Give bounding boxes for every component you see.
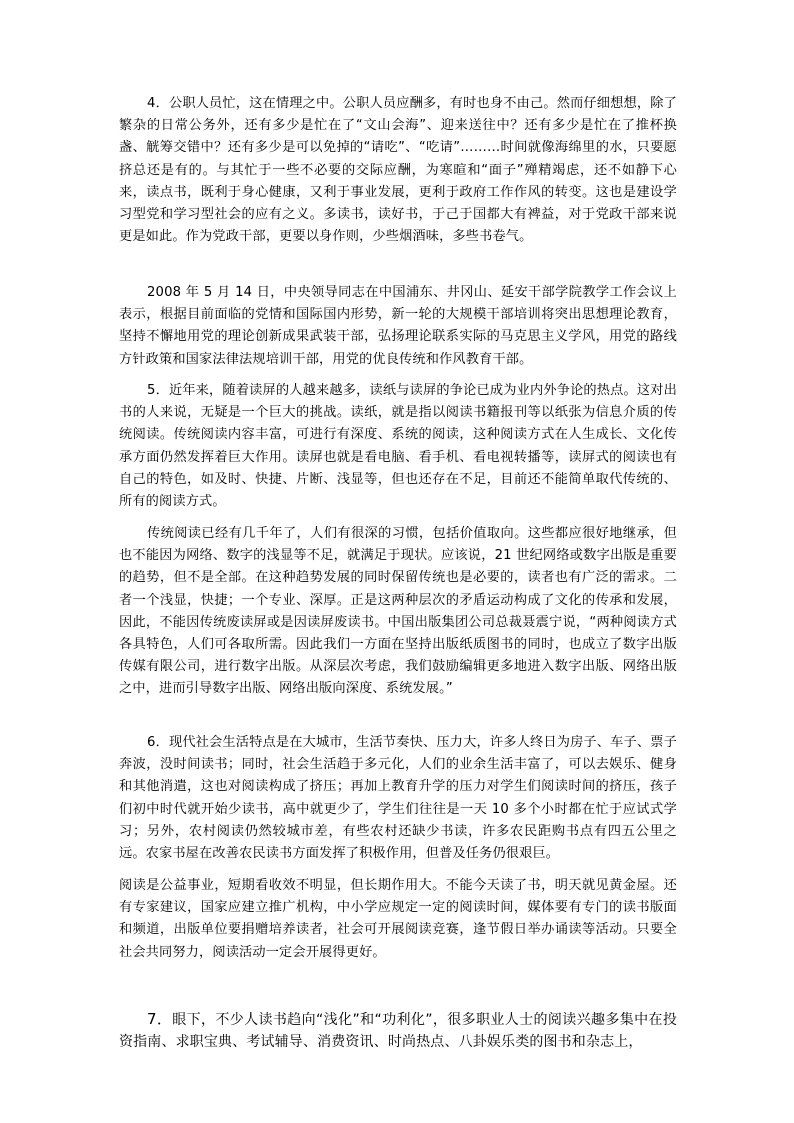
- paragraph-7: [119, 1008, 677, 1053]
- paragraph-traditional-reading: 传统阅读已经有几千年了，人们有很深的习惯，包括价值取向。这些都应很好地继承，但也不能因为网络、数字的浅显等不足，就满足于现状。应该说，21 世纪网络或数字出版是重要的趋势，但不是全部。在这种趋势发展的同时保留传统也是必要的，读者也有广泛的需求。二者一个浅显，快捷；一个专业、深厚。正是这两种层次的矛盾运动构成了文化的传承和发展，因此，不能因传统废读屏或是因读屏废读书。中国出版集团公司总裁聂震宁说，“两种阅读方式各具特色，人们可各取所需。因此我们一方面在坚持出版纸质图书的同时，也成立了数字出版传媒有限公司，进行数字出版。从深层次考虑，我们鼓励编辑更多地进入数字出版、网络出版之中，进而引导数字出版、网络出版向深度、系统发展。”: [119, 526, 677, 697]
- paragraph-7-text: 眼下，不少人读书趋向“浅化”和“功利化”，很多职业人士的阅读兴趣多集中在投资指南、求职宝典、考试辅导、消费资讯、时尚热点、八卦娱乐类的图书和杂志上，: [119, 1012, 677, 1051]
- paragraph-6: 6．现代社会生活特点是在大城市，生活节奏快、压力大，许多人终日为房子、车子、票子奔波，没时间读书；同时，社会生活趋于多元化，人们的业余生活丰富了，可以去娱乐、健身和其他消遣，这也对阅读构成了挤压；再加上教育升学的压力对学生们阅读时间的挤压，孩子们初中时代就开始少读书，高中就更少了，学生们往往是一天 10 多个小时都在忙于应试式学习；另外，农村阅读仍然较城市差，有些农村还缺少书读，许多农民距购书点有四五公里之远。农家书屋在改善农民读书方面发挥了积极作用，但普及任务仍很艰巨。: [119, 735, 677, 862]
- paragraph-7-number: 7．: [147, 1010, 173, 1028]
- paragraph-5: 5．近年来，随着读屏的人越来越多，读纸与读屏的争论已成为业内外争论的热点。这对出书的人来说，无疑是一个巨大的挑战。读纸，就是指以阅读书籍报刊等以纸张为信息介质的传统阅读。传统阅读内容丰富，可进行有深度、系统的阅读，这种阅读方式在人生成长、文化传承方面仍然发挥着巨大作用。读屏也就是看电脑、看手机、看电视转播等，读屏式的阅读也有自己的特色，如及时、快捷、片断、浅显等，但也还存在不足，目前还不能简单取代传统的、所有的阅读方式。: [119, 383, 677, 510]
- paragraph-2008-conference: 2008 年 5 月 14 日，中央领导同志在中国浦东、井冈山、延安干部学院教学工作会议上表示，根据目前面临的党情和国际国内形势，新一轮的大规模干部培训将突出思想理论教育，坚持不懈地用党的理论创新成果武装干部，弘扬理论联系实际的马克思主义学风，用党的路线方针政策和国家法律法规培训干部，用党的优良传统和作风教育干部。: [119, 285, 677, 367]
- paragraph-4: 4．公职人员忙，这在情理之中。公职人员应酬多，有时也身不由己。然而仔细想想，除了繁杂的日常公务外，还有多少是忙在了“文山会海”、迎来送往中？还有多少是忙在了推杯换盏、觥筹交错中？还有多少是可以免掉的“请吃”、“吃请”………时间就像海绵里的水，只要愿挤总还是有的。与其忙于一些不必要的交际应酬，为寒暄和“面子”殚精竭虑，还不如静下心来，读点书，既利于身心健康，又利于事业发展，更利于政府工作作风的转变。这也是建设学习型党和学习型社会的应有之义。多读书，读好书，于己于国都大有裨益，对于党政干部来说更是如此。作为党政干部，更要以身作则，少些烟酒味，多些书卷气。: [119, 96, 677, 245]
- paragraph-public-welfare: 阅读是公益事业，短期看收效不明显，但长期作用大。不能今天读了书，明天就见黄金屋。还有专家建议，国家应建立推广机构，中小学应规定一定的阅读时间，媒体要有专门的读书版面和频道，出版单位要捐赠培养读者，社会可开展阅读竞赛，逢节假日举办诵读等活动。只要全社会共同努力，阅读活动一定会开展得更好。: [119, 878, 677, 960]
